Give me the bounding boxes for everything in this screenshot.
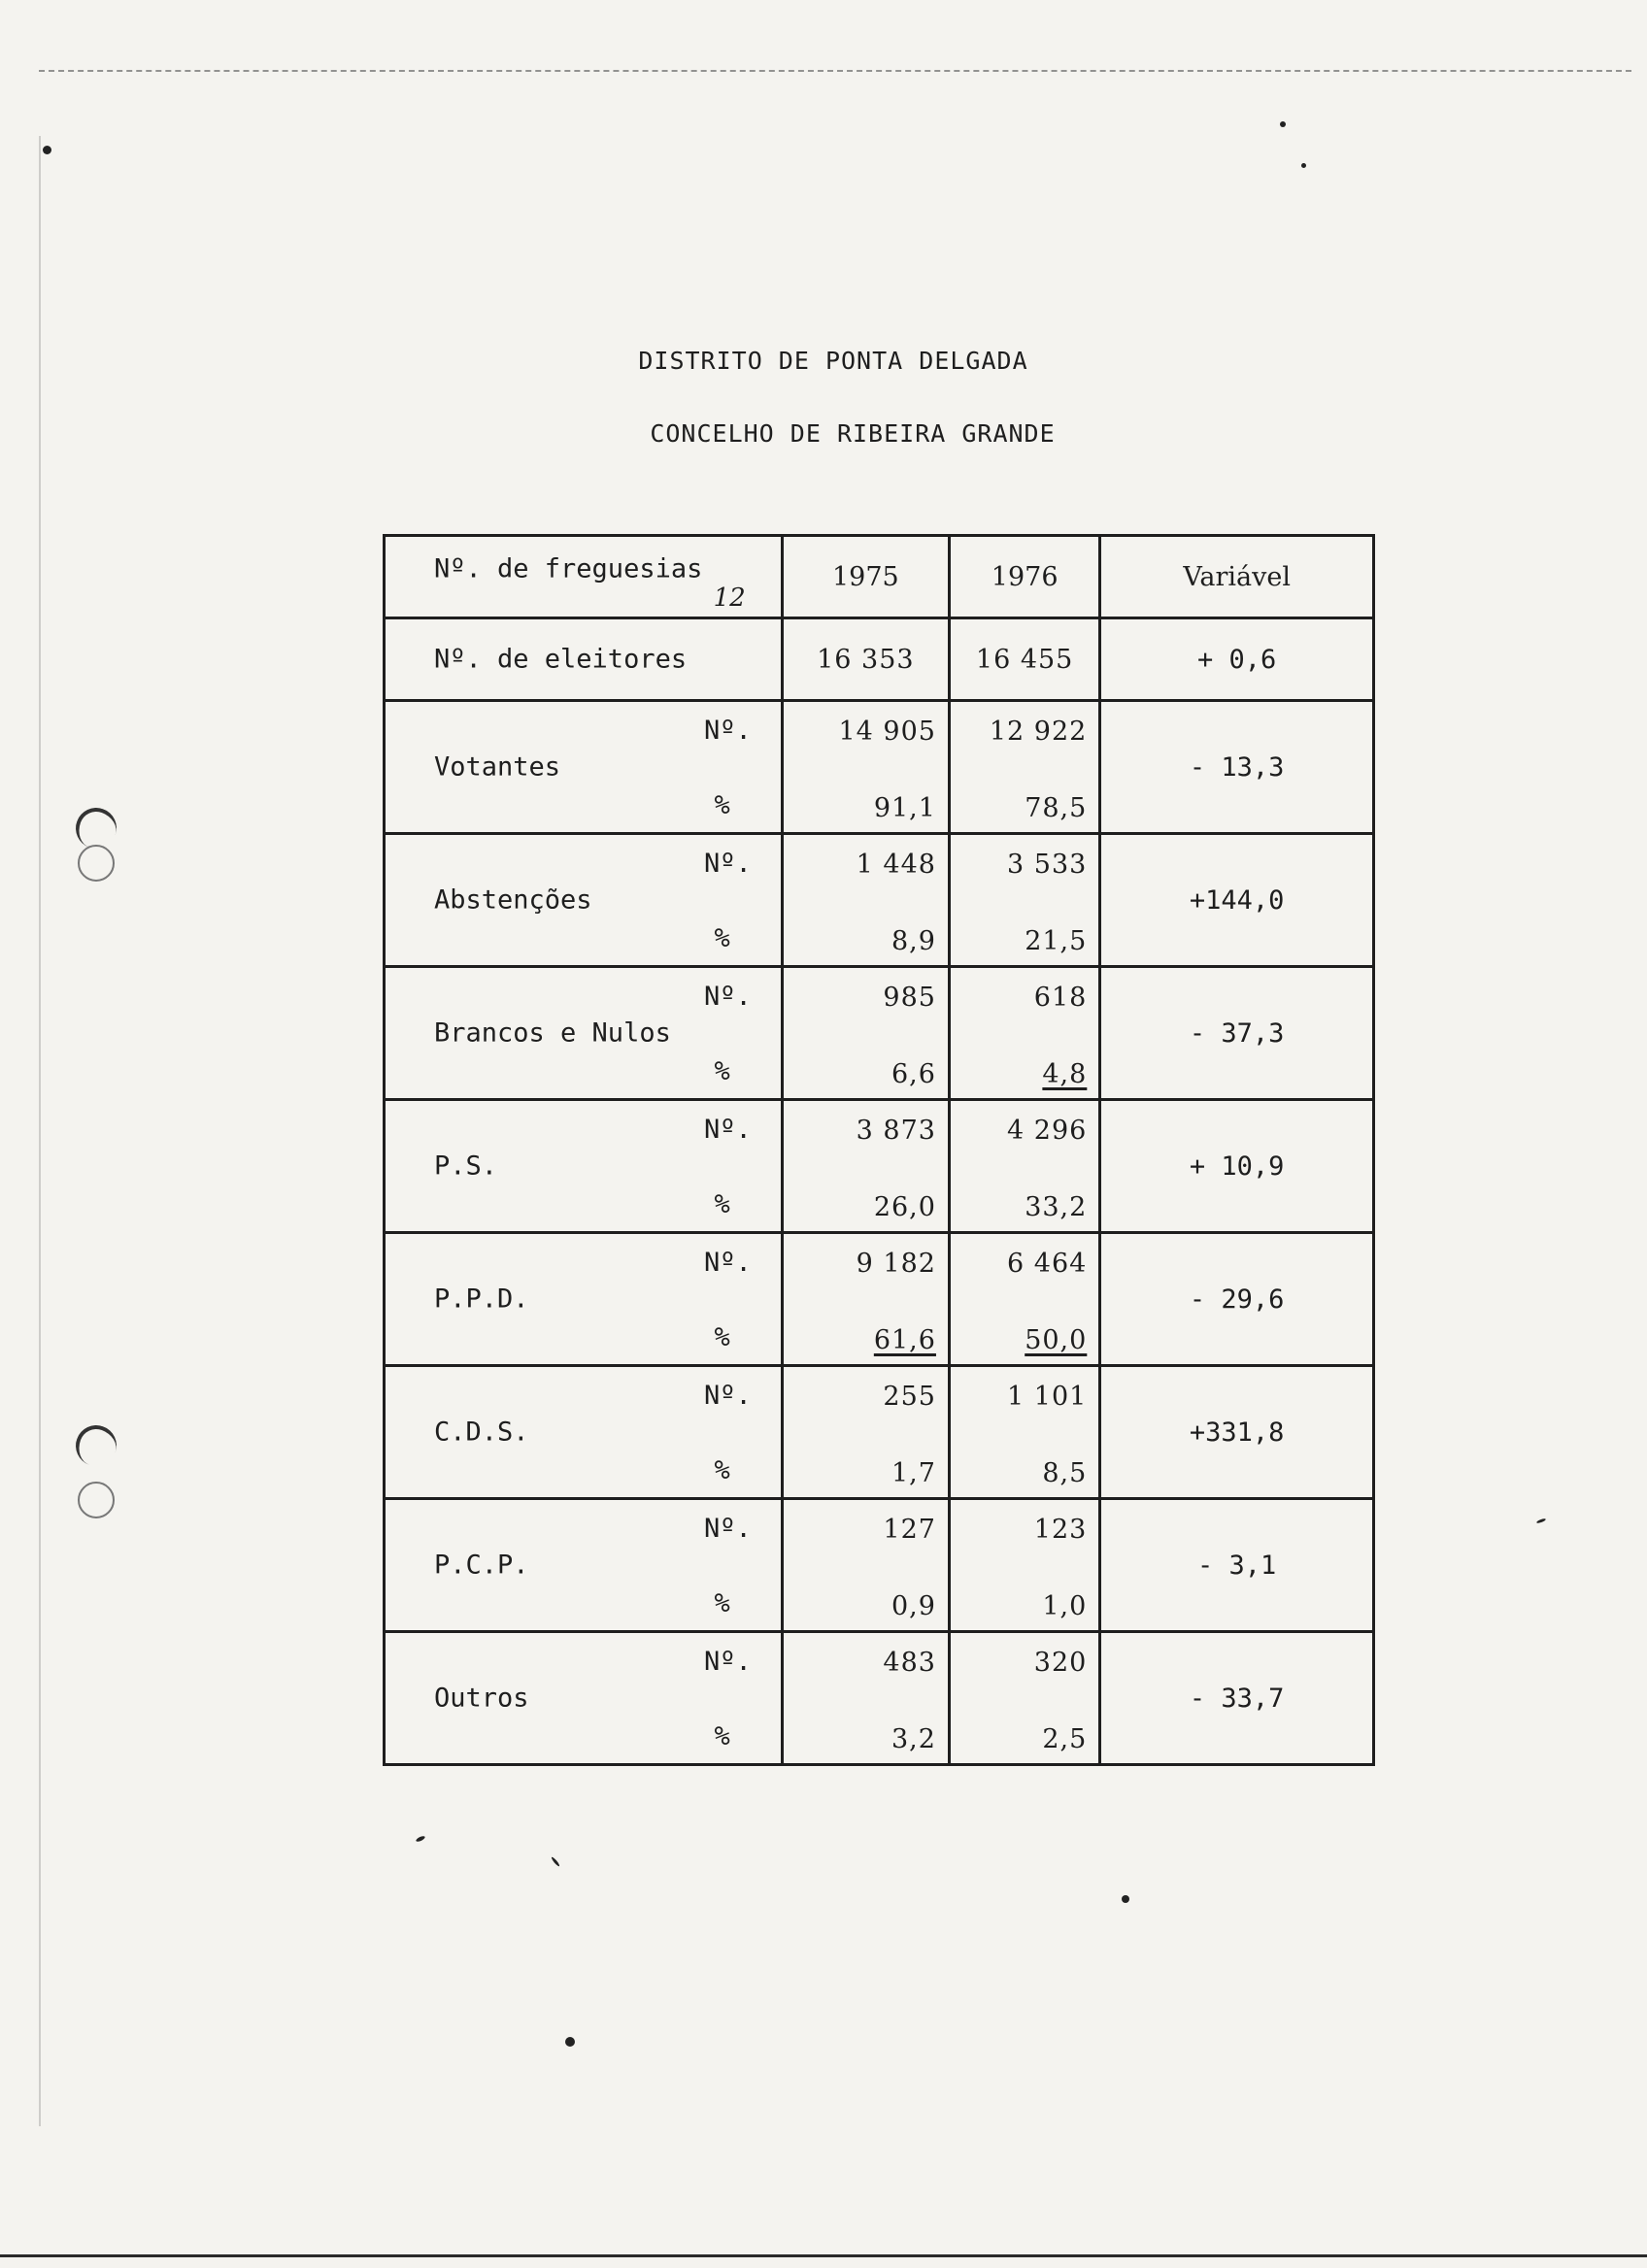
- variation-cell: [1100, 1100, 1374, 1233]
- count-1976: 320: [1033, 1648, 1088, 1678]
- ink-speck: [1280, 121, 1286, 127]
- count-1976: 123: [1033, 1515, 1088, 1545]
- parish-count-handwritten: 12: [713, 584, 746, 613]
- year-1975-header: [782, 536, 949, 618]
- electors-row: [385, 618, 1374, 701]
- percent-1975: 6,6: [891, 1059, 936, 1089]
- variation-value: + 10,9: [1189, 1151, 1285, 1182]
- variation-cell: [1100, 1233, 1374, 1366]
- row-label-cell: [385, 1100, 783, 1233]
- count-unit-label: Nº.: [703, 1115, 752, 1145]
- values-1975-cell: [782, 967, 949, 1100]
- row-label-cell: [385, 701, 783, 834]
- table-row: [385, 1233, 1374, 1366]
- values-1976-cell: [949, 834, 1099, 967]
- values-1976-cell: [949, 1100, 1099, 1233]
- district-title: DISTRITO DE PONTA DELGADA: [638, 347, 1028, 375]
- count-unit-label: Nº.: [703, 849, 752, 879]
- count-1976: 4 296: [1007, 1116, 1088, 1146]
- variation-value: +144,0: [1189, 884, 1285, 916]
- values-1975-cell: [782, 1100, 949, 1233]
- ink-speck: [551, 1856, 560, 1867]
- row-label-cell: [385, 1632, 783, 1765]
- parishes-header-cell: [385, 536, 783, 618]
- count-1975: 985: [883, 983, 936, 1013]
- ink-speck: [1301, 163, 1306, 168]
- values-1976-cell: [949, 1499, 1099, 1632]
- electors-label-cell: [385, 618, 783, 701]
- year-1976-header: [949, 536, 1099, 618]
- table-row: [385, 1100, 1374, 1233]
- table-row: [385, 701, 1374, 834]
- variation-cell: [1100, 701, 1374, 834]
- row-label: P.C.P.: [434, 1550, 529, 1581]
- values-1975-cell: [782, 1499, 949, 1632]
- percent-1975: 26,0: [873, 1192, 936, 1222]
- values-1976-cell: [949, 967, 1099, 1100]
- ink-speck: [1122, 1895, 1129, 1903]
- values-1975-cell: [782, 1366, 949, 1499]
- row-label-cell: [385, 1366, 783, 1499]
- percent-1975: 3,2: [891, 1724, 936, 1754]
- count-unit-label: Nº.: [703, 716, 752, 746]
- ink-speck: [43, 146, 51, 154]
- count-unit-label: Nº.: [703, 1248, 752, 1278]
- table-row: [385, 1499, 1374, 1632]
- count-1976: 618: [1033, 983, 1088, 1013]
- count-1975: 14 905: [838, 717, 936, 747]
- variation-value: - 33,7: [1189, 1683, 1285, 1714]
- municipality-title: CONCELHO DE RIBEIRA GRANDE: [650, 419, 1056, 448]
- percent-unit-label: %: [714, 1455, 730, 1485]
- percent-1976: 33,2: [1025, 1192, 1088, 1222]
- variation-cell: [1100, 1499, 1374, 1632]
- variation-value: - 37,3: [1189, 1017, 1285, 1049]
- punch-hole-icon: [78, 845, 115, 882]
- values-1975-cell: [782, 834, 949, 967]
- row-label-cell: [385, 1499, 783, 1632]
- percent-unit-label: %: [714, 1056, 730, 1086]
- values-1976-cell: [949, 1233, 1099, 1366]
- ink-speck: [565, 2037, 575, 2047]
- electors-1976-value: 16 455: [975, 644, 1074, 675]
- percent-1975: 61,6: [873, 1325, 936, 1355]
- row-label-cell: [385, 967, 783, 1100]
- ink-speck: [1536, 1518, 1546, 1523]
- count-unit-label: Nº.: [703, 1381, 752, 1411]
- bottom-page-edge-line: [0, 2254, 1647, 2257]
- percent-unit-label: %: [714, 923, 730, 953]
- count-1975: 127: [883, 1515, 936, 1545]
- row-label-cell: [385, 834, 783, 967]
- electors-1976-cell: [949, 618, 1099, 701]
- variation-cell: [1100, 1632, 1374, 1765]
- electors-1975-value: 16 353: [817, 644, 915, 675]
- percent-1976: 50,0: [1025, 1325, 1088, 1355]
- percent-1975: 0,9: [891, 1591, 936, 1621]
- count-1975: 9 182: [856, 1249, 936, 1279]
- year-1975-label: 1975: [831, 561, 899, 592]
- electors-variation-value: + 0,6: [1197, 644, 1277, 675]
- electors-variation-cell: [1100, 618, 1374, 701]
- row-label: C.D.S.: [434, 1417, 529, 1448]
- year-1976-label: 1976: [991, 561, 1059, 592]
- count-unit-label: Nº.: [703, 1514, 752, 1544]
- percent-1976: 78,5: [1025, 793, 1088, 823]
- count-1975: 255: [883, 1382, 936, 1412]
- parishes-label: Nº. de freguesias: [434, 553, 703, 584]
- ink-speck: [416, 1835, 426, 1843]
- variation-cell: [1100, 967, 1374, 1100]
- percent-1976: 4,8: [1042, 1059, 1088, 1089]
- electors-label: Nº. de eleitores: [434, 644, 688, 675]
- percent-1975: 91,1: [873, 793, 936, 823]
- variation-value: - 13,3: [1189, 751, 1285, 783]
- variation-header: [1100, 536, 1374, 618]
- variation-cell: [1100, 1366, 1374, 1499]
- table-row: [385, 1366, 1374, 1499]
- percent-unit-label: %: [714, 1189, 730, 1219]
- electors-1975-cell: [782, 618, 949, 701]
- row-label-cell: [385, 1233, 783, 1366]
- count-1976: 3 533: [1007, 850, 1088, 880]
- variation-value: - 29,6: [1189, 1284, 1285, 1315]
- percent-1975: 8,9: [891, 926, 936, 956]
- values-1976-cell: [949, 701, 1099, 834]
- row-label: Outros: [434, 1683, 529, 1714]
- variation-value: +331,8: [1189, 1417, 1285, 1448]
- count-1976: 1 101: [1007, 1382, 1088, 1412]
- percent-unit-label: %: [714, 1322, 730, 1352]
- percent-1976: 21,5: [1025, 926, 1088, 956]
- header-row: [385, 536, 1374, 618]
- count-1976: 12 922: [989, 717, 1088, 747]
- percent-1976: 8,5: [1042, 1458, 1088, 1488]
- row-label: P.S.: [434, 1151, 498, 1182]
- values-1976-cell: [949, 1366, 1099, 1499]
- count-1975: 1 448: [856, 850, 936, 880]
- punch-hole-icon: [78, 1482, 115, 1518]
- count-1976: 6 464: [1007, 1249, 1088, 1279]
- variation-label: Variável: [1183, 561, 1291, 592]
- table-row: [385, 834, 1374, 967]
- table-row: [385, 1632, 1374, 1765]
- count-unit-label: Nº.: [703, 1647, 752, 1677]
- values-1976-cell: [949, 1632, 1099, 1765]
- percent-unit-label: %: [714, 790, 730, 820]
- values-1975-cell: [782, 1233, 949, 1366]
- row-label: P.P.D.: [434, 1284, 529, 1315]
- values-1975-cell: [782, 701, 949, 834]
- percent-unit-label: %: [714, 1588, 730, 1618]
- variation-value: - 3,1: [1197, 1550, 1277, 1581]
- top-page-edge-line: [39, 70, 1631, 72]
- election-results-table: [383, 534, 1375, 1766]
- count-1975: 483: [883, 1648, 936, 1678]
- percent-1975: 1,7: [891, 1458, 936, 1488]
- row-label: Brancos e Nulos: [434, 1017, 671, 1049]
- count-1975: 3 873: [856, 1116, 936, 1146]
- variation-cell: [1100, 834, 1374, 967]
- count-unit-label: Nº.: [703, 982, 752, 1012]
- percent-1976: 1,0: [1042, 1591, 1088, 1621]
- row-label: Abstenções: [434, 884, 592, 916]
- percent-unit-label: %: [714, 1721, 730, 1751]
- row-label: Votantes: [434, 751, 561, 783]
- percent-1976: 2,5: [1042, 1724, 1088, 1754]
- table-row: [385, 967, 1374, 1100]
- punch-hole-mark-icon: [70, 1419, 122, 1472]
- values-1975-cell: [782, 1632, 949, 1765]
